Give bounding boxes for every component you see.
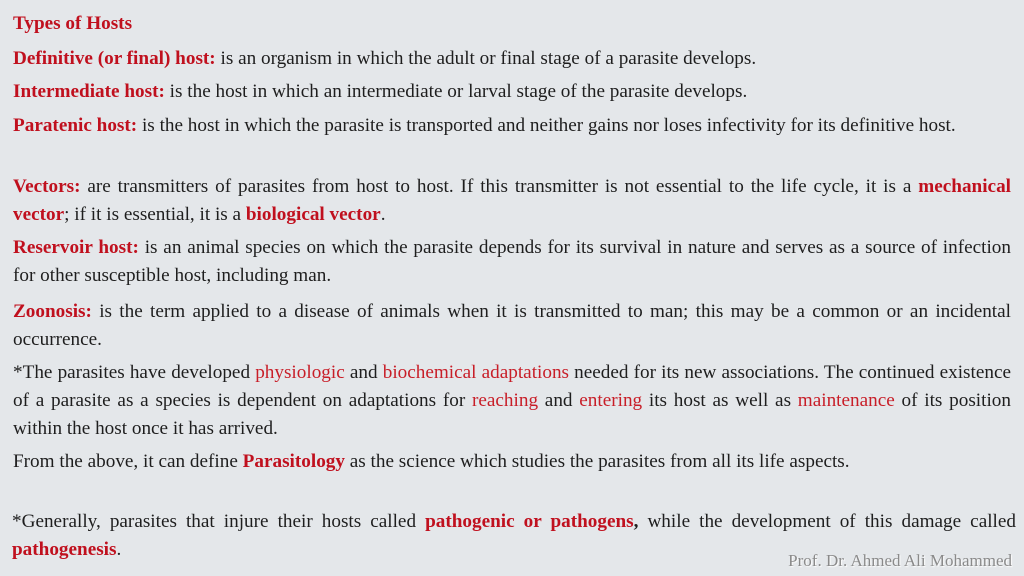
- author-footer: Prof. Dr. Ahmed Ali Mohammed: [788, 551, 1012, 570]
- parasitology-paragraph: From the above, it can define Parasitology as the science which studies the parasites from all its life aspects.: [13, 451, 850, 472]
- zoonosis-paragraph: Zoonosis: is the term applied to a disease of animals when it is transmitted to man; this may be a common or an incidental occurrence.: [13, 301, 1011, 350]
- entering-term: entering: [579, 390, 643, 411]
- intermediate-host-term: Intermediate host:: [13, 81, 165, 102]
- vectors-term: Vectors:: [13, 176, 81, 197]
- maintenance-term: maintenance: [797, 390, 895, 411]
- mechanical-vector-term: mechanical vector: [13, 176, 1011, 225]
- pathogenic-term: pathogenic or pathogens: [425, 511, 634, 532]
- intermediate-host-paragraph: Intermediate host: is the host in which an intermediate or larval stage of the parasite develops.: [13, 81, 748, 102]
- reservoir-host-paragraph: Reservoir host: is an animal species on which the parasite depends for its survival in nature and serves as a source of infection for other susceptible host, including man.: [13, 237, 1011, 286]
- parasitology-term: Parasitology: [242, 451, 345, 472]
- paratenic-host-paragraph: Paratenic host: is the host in which the parasite is transported and neither gains nor loses infectivity for its definitive host.: [13, 115, 956, 136]
- pathogenic-paragraph: *Generally, parasites that injure their hosts called pathogenic or pathogens, while the development of this damage called pathogenesis.: [12, 511, 1016, 560]
- vectors-paragraph: Vectors: are transmitters of parasites from host to host. If this transmitter is not essential to the life cycle, it is a mechanical vector; if it is essential, it is a biological vector.: [13, 176, 1011, 225]
- zoonosis-term: Zoonosis:: [13, 301, 92, 322]
- slide-heading: Types of Hosts: [13, 13, 133, 34]
- pathogenesis-term: pathogenesis: [12, 539, 117, 560]
- adaptations-paragraph: *The parasites have developed physiologic and biochemical adaptations needed for its new associations. The continued existence of a parasite as a species is dependent on adaptations for reaching and entering its host as well as maintenance of its position within the host once it has arrived.: [13, 362, 1011, 439]
- paratenic-host-term: Paratenic host:: [13, 115, 138, 136]
- physiologic-term: physiologic: [255, 362, 345, 383]
- biochemical-adaptations-term: biochemical adaptations: [382, 362, 570, 383]
- definitive-host-term: Definitive (or final) host:: [13, 48, 216, 69]
- reaching-term: reaching: [471, 390, 539, 411]
- definitive-host-paragraph: Definitive (or final) host: is an organism in which the adult or final stage of a parasite develops.: [13, 48, 757, 69]
- reservoir-host-term: Reservoir host:: [13, 237, 139, 258]
- biological-vector-term: biological vector: [245, 204, 381, 225]
